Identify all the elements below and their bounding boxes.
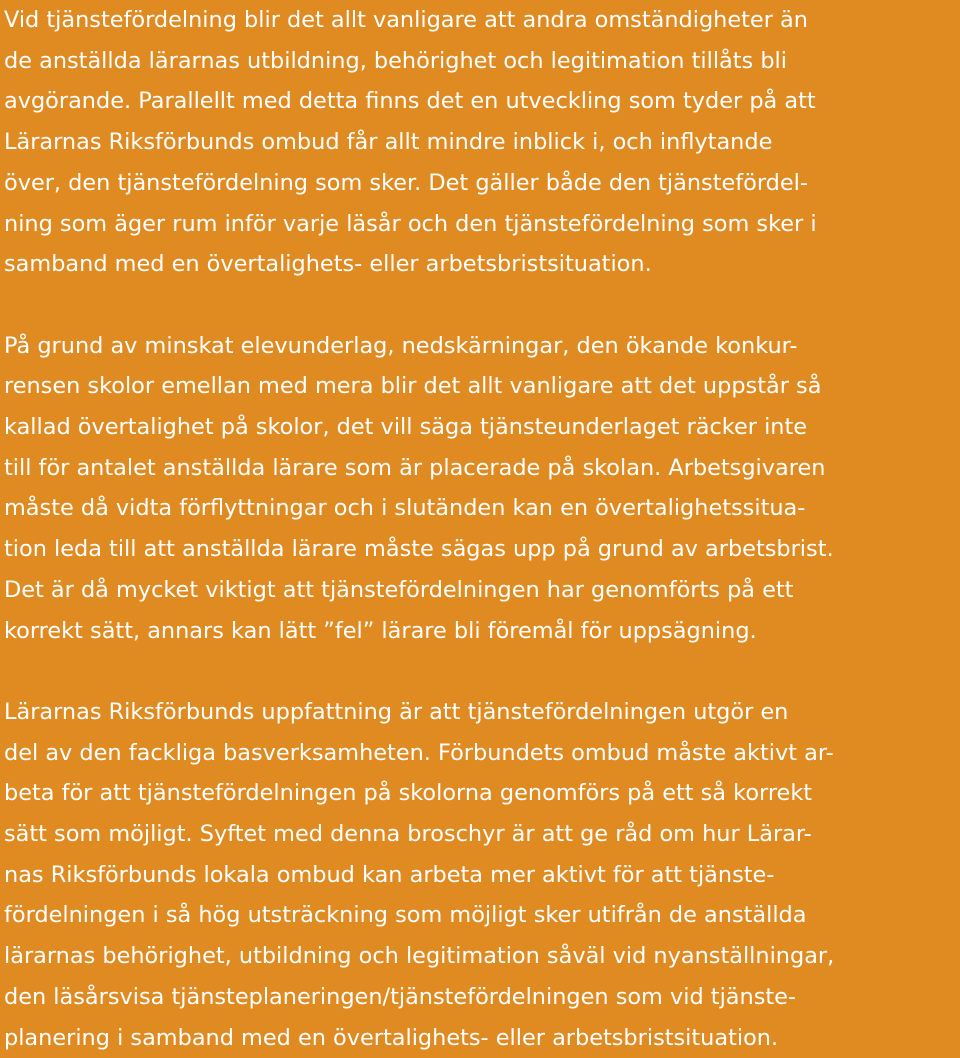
text-line: den läsårsvisa tjänsteplaneringen/tjänstefördelningen som vid tjänste- — [4, 983, 797, 1010]
text-line: ning som äger rum inför varje läsår och den tjänstefördelning som sker i — [4, 210, 817, 237]
text-line: till för antalet anställda lärare som är placerade på skolan. Arbetsgivaren — [4, 454, 826, 481]
text-line: samband med en övertalighets- eller arbetsbristsituation. — [4, 251, 652, 278]
text-line: nas Riksförbunds lokala ombud kan arbeta mer aktivt för att tjänste- — [4, 861, 775, 888]
text-line: Lärarnas Riksförbunds uppfattning är att tjänstefördelningen utgör en — [4, 698, 789, 725]
text-line: måste då vidta förflyttningar och i slutänden kan en övertalighetssitua- — [4, 495, 806, 522]
text-line: sätt som möjligt. Syftet med denna broschyr är att ge råd om hur Lärar- — [4, 821, 812, 848]
text-line: På grund av minskat elevunderlag, nedskärningar, den ökande konkur- — [4, 332, 798, 359]
text-line: fördelningen i så hög utsträckning som möjligt sker utifrån de anställda — [4, 902, 807, 929]
text-line: kallad övertalighet på skolor, det vill säga tjänsteunderlaget räcker inte — [4, 414, 808, 441]
text-line: tion leda till att anställda lärare måste sägas upp på grund av arbetsbrist. — [4, 536, 834, 563]
paragraph-2 — [4, 326, 956, 652]
text-line: rensen skolor emellan med mera blir det allt vanligare att det uppstår så — [4, 373, 822, 400]
text-line: Vid tjänstefördelning blir det allt vanligare att andra omständigheter än — [4, 7, 808, 33]
text-line: planering i samband med en övertalighets- eller arbetsbristsituation. — [4, 1024, 779, 1051]
text-line: beta för att tjänstefördelningen på skolorna genomförs på ett så korrekt — [4, 780, 813, 807]
text-line: Det är då mycket viktigt att tjänstefördelningen har genomförts på ett — [4, 576, 794, 603]
text-line: Lärarnas Riksförbunds ombud får allt mindre inblick i, och inflytande — [4, 129, 773, 156]
text-line: de anställda lärarnas utbildning, behörighet och legitimation tillåts bli — [4, 47, 787, 74]
text-line: del av den fackliga basverksamheten. Förbundets ombud måste aktivt ar- — [4, 739, 834, 766]
text-line: avgörande. Parallellt med detta finns det en utveckling som tyder på att — [4, 88, 816, 115]
text-line: lärarnas behörighet, utbildning och legitimation såväl vid nyanställningar, — [4, 943, 835, 970]
paragraph-3 — [4, 692, 956, 1058]
text-line: korrekt sätt, annars kan lätt ”fel” lärare bli föremål för uppsägning. — [4, 617, 757, 644]
text-line: över, den tjänstefördelning som sker. Det gäller både den tjänstefördel- — [4, 169, 808, 196]
paragraph-1 — [4, 0, 956, 285]
